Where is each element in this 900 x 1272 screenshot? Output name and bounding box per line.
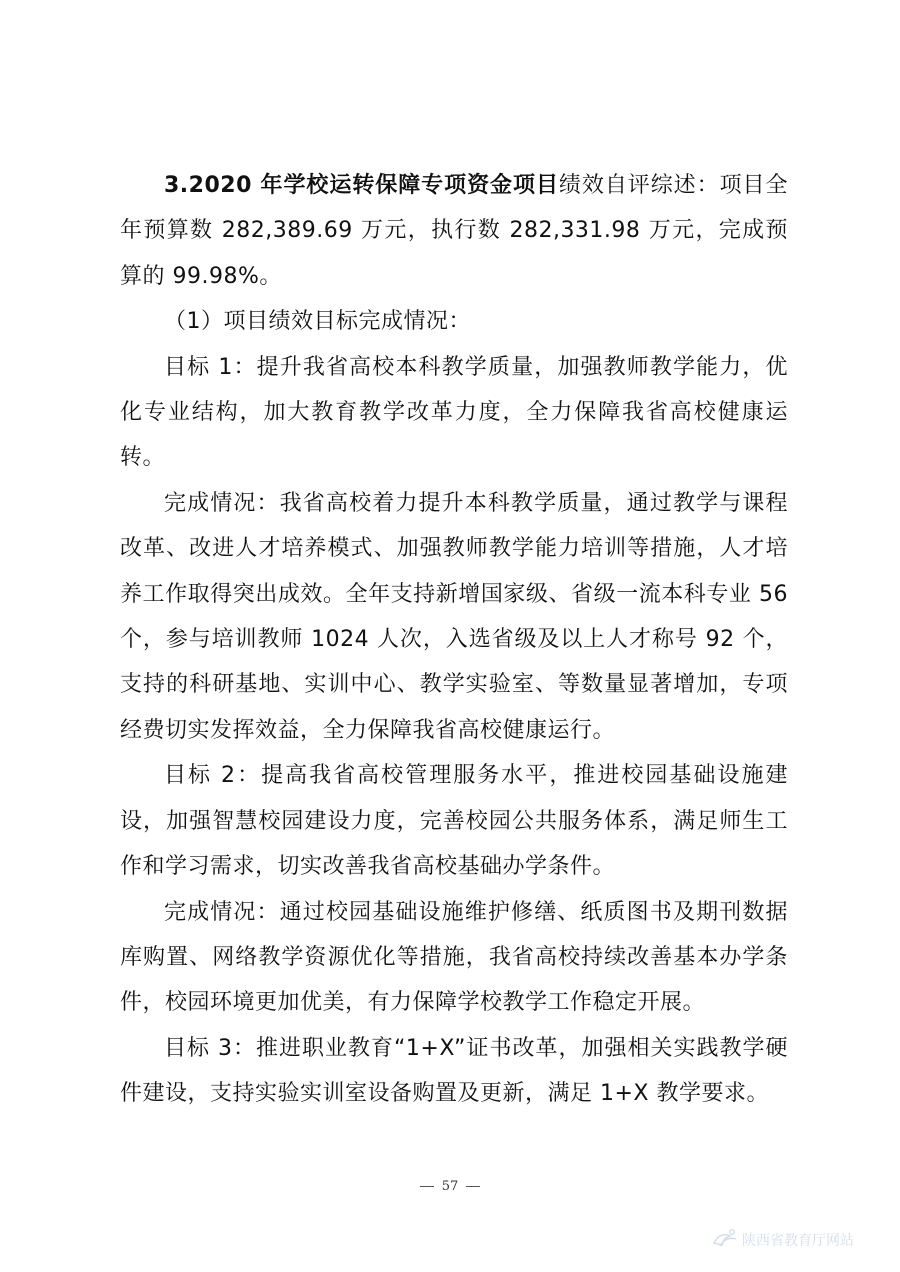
watermark-text: 陕西省教育厅网站: [742, 1233, 854, 1249]
paragraph-text: 绩效自评综述：项目全年预算数 282,389.69 万元，执行数 282,331.98 万元，完成预算的 99.98%。: [120, 173, 788, 289]
paragraph-text: 目标 3：推进职业教育“1+X”证书改革，加强相关实践教学硬件建设，支持实验实训室设备购置及更新，满足 1+X 教学要求。: [120, 1035, 788, 1107]
paragraph-text: 完成情况：通过校园基础设施维护修缮、纸质图书及期刊数据库购置、网络教学资源优化等措施，我省高校持续改善基本办学条件，校园环境更加优美，有力保障学校教学工作稳定开展。: [120, 899, 788, 1016]
paragraph-result-1: [120, 481, 788, 753]
paragraph-text: （1）项目绩效目标完成情况：: [164, 309, 471, 335]
paragraph-text: 目标 1：提升我省高校本科教学质量，加强教师教学能力，优化专业结构，加大教育教学改革力度，全力保障我省高校健康运转。: [120, 354, 788, 471]
paragraph-goal-3: [120, 1026, 788, 1117]
page-number: 57: [441, 1179, 459, 1194]
footer-dash-left: [420, 1186, 434, 1187]
paragraph-result-2: [120, 890, 788, 1026]
page-footer: [0, 1179, 900, 1194]
paragraph-goal-1: [120, 345, 788, 481]
paragraph-text: 目标 2：提高我省高校管理服务水平，推进校园基础设施建设，加强智慧校园建设力度，完善校园公共服务体系，满足师生工作和学习需求，切实改善我省高校基础办学条件。: [120, 763, 788, 880]
paragraph-lead: 3.2020 年学校运转保障专项资金项目: [164, 173, 559, 198]
footer-dash-right: [466, 1186, 480, 1187]
paragraph-goal-2: [120, 753, 788, 889]
paragraph-summary: [120, 163, 788, 299]
paragraph-heading-goals: [120, 299, 788, 344]
education-logo-icon: [712, 1227, 738, 1253]
paragraph-text: 完成情况：我省高校着力提升本科教学质量，通过教学与课程改革、改进人才培养模式、加强教师教学能力培训等措施，人才培养工作取得突出成效。全年支持新增国家级、省级一流本科专业 56 个，参与培训教师 1024 人次，入选省级及以上人才称号 92 个，支持的科研基地、实训中心、教学实验室、等数量显著增加，专项经费切实发挥效益，全力保障我省高校健康运行。: [120, 490, 788, 743]
site-watermark: [712, 1227, 854, 1253]
document-body: [120, 163, 788, 1117]
